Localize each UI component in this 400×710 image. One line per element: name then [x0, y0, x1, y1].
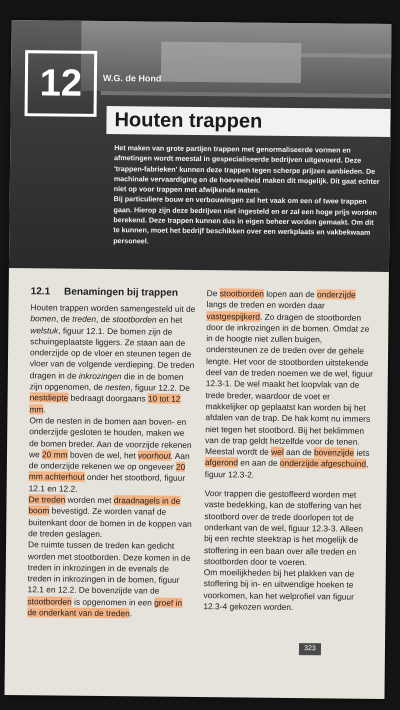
workshop-window [161, 42, 301, 83]
section-title: Benamingen bij trappen [64, 286, 179, 299]
section-number: 12.1 [30, 286, 51, 298]
highlight: 20 mm achterhout [28, 461, 186, 483]
highlight: voorhout [137, 450, 171, 461]
highlight: draadnagels in de boom [28, 495, 181, 516]
paragraph: Om moeilijkheden bij het plakken van de stoffering bij in- en uitwendige hoeken te voorkomen, kan het welprofiel van figuur 12.3-4 gekozen worden. [203, 567, 355, 613]
chapter-author: W.G. de Hond [102, 72, 162, 84]
highlight: 10 tot 12 mm [29, 393, 181, 415]
highlight: groef in de onderkant van de treden [27, 597, 183, 619]
highlight: De treden [28, 494, 66, 505]
highlight: afgerond [204, 457, 239, 468]
highlight: onderzijde [317, 289, 356, 300]
chapter-title: Houten trappen [114, 109, 263, 133]
book-page [4, 20, 391, 699]
paragraph: De ruimte tussen de treden kan gedicht worden met stootborden. Deze komen in de treden in inkrozingen in de evenals de treden in inkrozingen in de bomen, figuur 12.1 en 12.2. De bovenzijde van de stootborden is opgenomen in een groef in de onderkant van de treden. [27, 539, 191, 619]
chapter-intro [113, 143, 380, 249]
paragraph: De stootborden lopen aan de onderzijde langs de treden en worden daar vastgespijkerd. Zo dragen de stootborden door de inkrozingen in de bomen. Omdat ze in de hoogte niet zullen buigen, ondersteunen ze de treden over de gehele lengte. Het voor de stootborden uitstekende deel van de treden noemen we de wel, figuur 12.3-1. De wel maakt het loopvlak van de trede breder, waardoor de voet er makkelijker op geplaatst kan worden bij het afdalen van de trap. De hak komt nu immers niet tegen het stootbord. Bij het beklimmen van de trap geldt hetzelfde voor de tenen. Meestal wordt de wel aan de bovenzijde iets afgerond en aan de onderzijde afgeschuind, figuur 12.3-2. [204, 288, 374, 480]
paragraph: Om de nesten in de bomen aan boven- en onderzijde gesloten te houden, maken we de bomen breder. Aan de voorzijde rekenen we 20 mm boven de wel, het voorhout. Aan de onderzijde rekenen we op ongeveer 20 mm achterhout onder het stootbord, figuur 12.1 en 12.2. [28, 415, 192, 494]
highlight: stootborden [219, 288, 265, 299]
left-column [27, 302, 196, 620]
highlight: wel [271, 446, 284, 458]
highlight: bovenzijde [313, 447, 355, 458]
page-number: 323 [299, 643, 321, 655]
paragraph: Houten trappen worden samengesteld uit de bomen, de treden, de stootborden en het welstuk, figuur 12.1. De bomen zijn de schuingeplaatste liggers. Ze staan aan de onderzijde op de vloer en steunen tegen de vloer van de volgende verdieping. De treden dragen in de inkrozingen die in de bomen zijn opgenomen, de nesten, figuur 12.2. De nestdiepte bedraagt doorgaans 10 tot 12 mm. [29, 302, 196, 415]
highlight: 20 mm [41, 449, 68, 460]
highlight: vastgespijkerd [206, 310, 261, 322]
intro-paragraph: Bij particuliere bouw en verbouwingen zal het vaak om een of twee trappen gaan. Hierop zijn deze bedrijven niet ingesteld en er zal een hoge prijs worden berekend. Deze trappen kunnen dus in eigen beheer worden gemaakt. Om dit te kunnen, moet het bedrijf beschikken over een werkplaats en vakbekwaam personeel. [113, 195, 377, 246]
highlight: nestdiepte [29, 392, 69, 404]
chapter-number: 12 [25, 50, 98, 117]
intro-paragraph: Het maken van grote partijen trappen met genormaliseerde vormen en afmetingen wordt meestal in gespecialiseerde bedrijven uitgevoerd. Deze 'trappen-fabrieken' kunnen deze trappen tegen scherpe prijzen aanbieden. De machinale vervaardiging en de hoeveelheid maken dit mogelijk. Dit gaat echter niet op voor trappen met afwijkende maten. [113, 144, 380, 195]
section-heading [31, 286, 178, 299]
right-column [203, 288, 374, 614]
paragraph: De treden worden met draadnagels in de boom bevestigd. Ze worden vanaf de buitenkant door de bomen in de koppen van de treden geslagen. [28, 494, 192, 539]
paragraph: Voor trappen die gestoffeerd worden met vaste bedekking, kan de stoffering van het stootbord over de trede doorlopen tot de onderkant van de wel, figuur 12.3-3. Alleen bij een rechte steektrap is het mogelijk de stoffering in een baan over alle treden en stootborden door te voeren. [203, 488, 364, 567]
highlight: onderzijde afgeschuind [279, 458, 367, 470]
highlight: stootborden [27, 595, 72, 607]
